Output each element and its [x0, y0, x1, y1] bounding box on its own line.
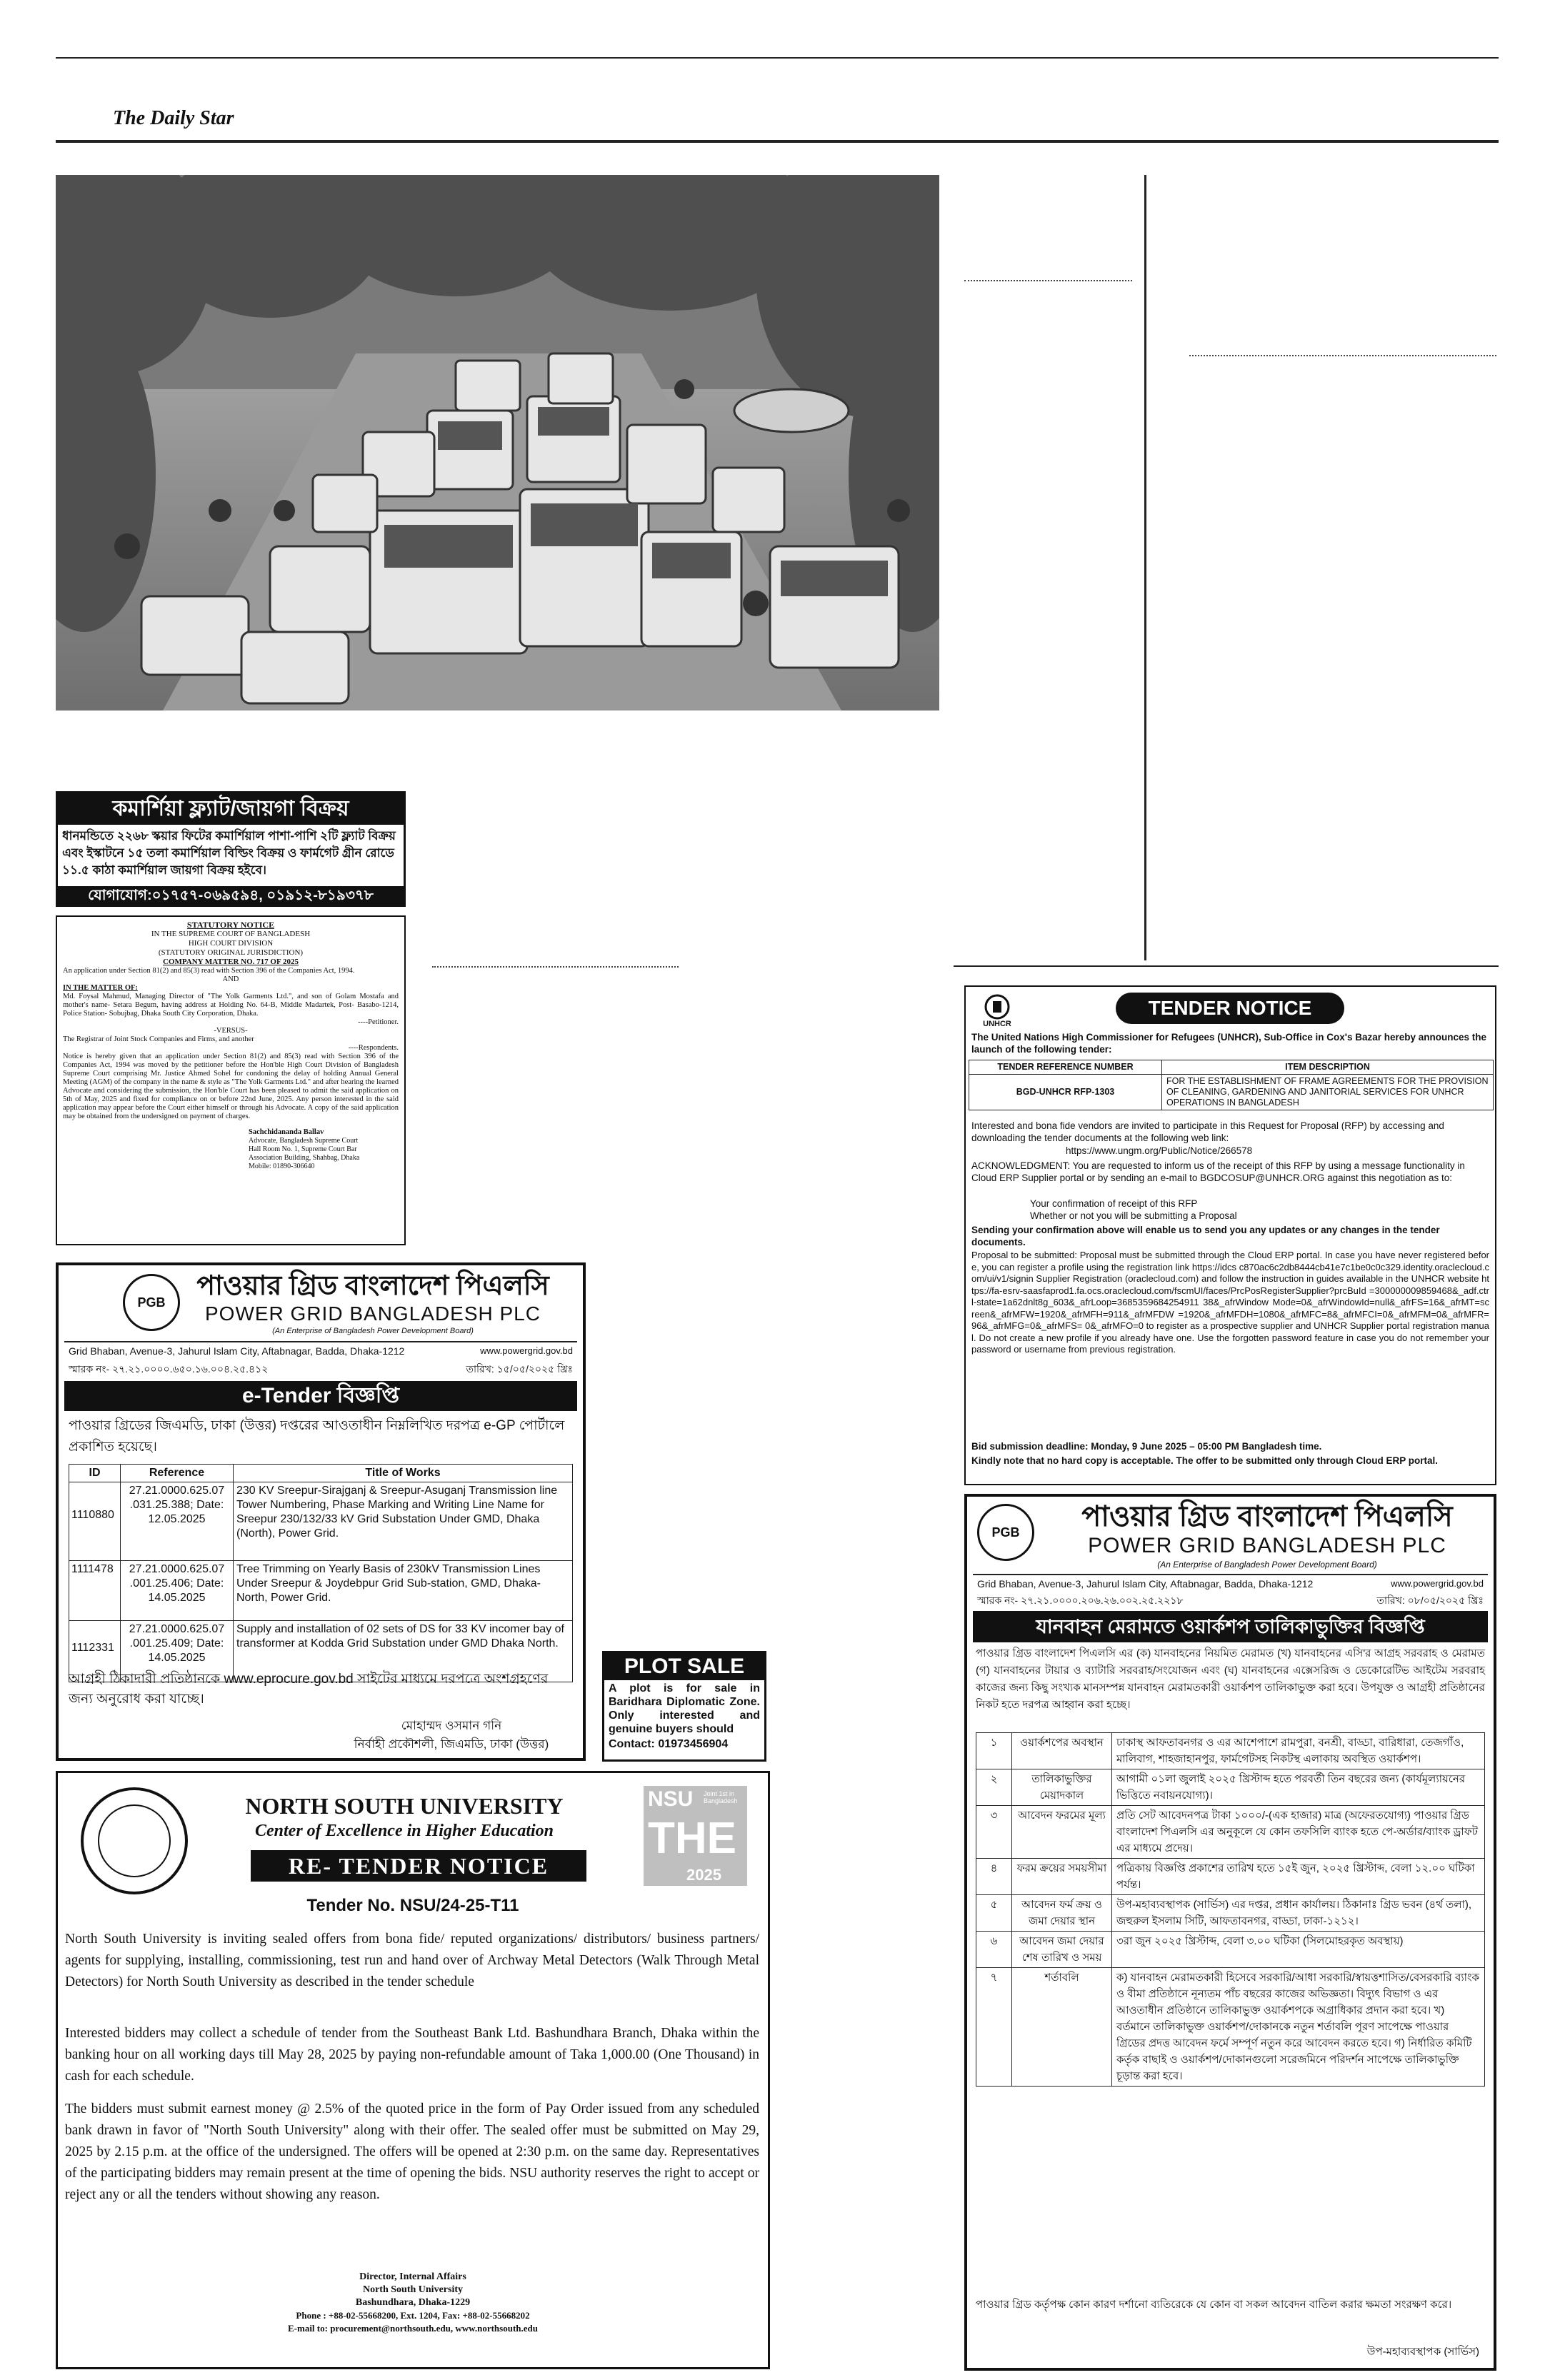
- pgb2-row-no: ৬: [976, 1932, 1012, 1968]
- unhcr-table: [969, 1060, 1494, 1110]
- statutory-court: IN THE SUPREME COURT OF BANGLADESH: [151, 930, 311, 938]
- unhcr-note: Kindly note that no hard copy is acceptable. The offer to be submitted only through Cloud ERP portal.: [971, 1455, 1439, 1466]
- plot-title: PLOT SALE: [604, 1653, 764, 1680]
- nsu-badge-year: 2025: [686, 1866, 721, 1884]
- statutory-sig-l3: Association Building, Shahbag, Dhaka: [249, 1154, 360, 1162]
- pgb2-memo: স্মারক নং- ২৭.২১.০০০০.২০৬.২৬.০০২.২৫.২২১৮: [977, 1595, 1184, 1606]
- statutory-intro: An application under Section 81(2) and 85(3) read with Section 396 of the Companies Act, 1994.: [63, 967, 355, 975]
- pgb-name-en: POWER GRID BANGLADESH PLC: [205, 1302, 541, 1325]
- table-row: [976, 1769, 1485, 1806]
- table-row: [976, 1859, 1485, 1895]
- pgb-etender-notice: [56, 1262, 586, 1761]
- column-dash-2: [1189, 355, 1496, 356]
- pgb-footer: আগ্রহী ঠিকাদারী প্রতিষ্ঠানকে www.eprocure.gov.bd সাইটের মাধ্যমে দরপত্রে অংশগ্রহণের জন্য অনুরোধ করা যাচ্ছে।: [69, 1672, 549, 1707]
- nsu-tender-notice: [56, 1771, 770, 2369]
- pgb-workshop-notice: [964, 1494, 1496, 2371]
- masthead-rule: [56, 140, 1499, 143]
- column-divider: [1144, 175, 1146, 960]
- statutory-signature: [249, 1128, 399, 1171]
- pgb-memo: স্মারক নং- ২৭.২১.০০০০.৬৫০.১৬.০০৪.২৫.৪১২: [69, 1363, 269, 1375]
- pgb-table: [69, 1464, 573, 1682]
- nsu-badge-the: THE: [648, 1814, 736, 1863]
- statutory-division: HIGH COURT DIVISION: [188, 939, 274, 948]
- plot-body: A plot is for sale in Baridhara Diplomatic Zone. Only interested and genuine buyers should: [609, 1682, 760, 1735]
- pgb2-signature: উপ-মহাব্যবস্থাপক (সার্ভিস): [1366, 2346, 1479, 2358]
- right-section-rule: [954, 965, 1499, 967]
- statutory-petitioner: ----Petitioner.: [358, 1018, 399, 1026]
- masthead: The Daily Star: [113, 107, 234, 129]
- unhcr-logo-icon: [976, 991, 1019, 1034]
- unhcr-tender-notice: [964, 985, 1496, 1485]
- nsu-para-1: North South University is inviting sealed offers from bona fide/ reputed organizations/ distributors/ business partners/ agents for supplying, installing, commissioning, test run and hand over of Archway Metal Detectors (Walk Through Metal Detectors) for North South University as described in the tender schedule: [65, 1932, 759, 1989]
- unhcr-link[interactable]: https://www.ungm.org/Public/Notice/266578: [1066, 1145, 1253, 1156]
- pgb2-row-value: প্রতি সেট আবেদনপত্র টাকা ১০০০/-(এক হাজার) মাত্র (অফেরতযোগ্য) পাওয়ার গ্রিড বাংলাদেশ পিএলসি এর অনুকূলে যে কোন তফসিলি ব্যাংক হতে পে-অর্ডার/ব্যাংক ড্রাফট এর মাধ্যমে প্রদেয়।: [1112, 1806, 1485, 1859]
- pgb2-name-en: POWER GRID BANGLADESH PLC: [1088, 1534, 1446, 1557]
- table-row: [976, 1806, 1485, 1859]
- unhcr-col-ref: TENDER REFERENCE NUMBER: [969, 1060, 1162, 1075]
- pgb-header-rule: [64, 1341, 577, 1342]
- pgb2-row-no: ১: [976, 1733, 1012, 1769]
- pgb-row-ref: 27.21.0000.625.07 .001.25.409; Date: 14.05.2025: [121, 1621, 234, 1682]
- pgb2-row-value: ক) যানবাহন মেরামতকারী হিসেবে সরকারি/আধা সরকারি/স্বায়ত্তশাসিত/বেসরকারি ব্যাংক ও বীমা প্রতিষ্ঠানে নূন্যতম পাঁচ বছরের কাজের অভিজ্ঞতা। বিদ্যুৎ বিভাগ ও এর আওতাধীন প্রতিষ্ঠানে তালিকাভুক্ত ওয়ার্কশপকে অগ্রাধিকার প্রদান করা হবে। খ) বর্তমানে তালিকাভুক্ত ওয়ার্কশপ/দোকানকে নতুন শর্তাবলি পূরণ সাপেক্ষে পাওয়ার গ্রিডের প্রদত্ত আবেদন ফর্মে সম্পূর্ণ নতুন করে আবেদন করতে হবে। গ) নির্ধারিত কমিটি কর্তৃক বাছাই ও ওয়ার্কশপ/দোকানগুলো সরেজমিনে পরিদর্শন সাপেক্ষে তালিকাভুক্তি চূড়ান্ত করা হবে।: [1112, 1968, 1485, 2087]
- pgb2-row-no: ৫: [976, 1895, 1012, 1932]
- pgb2-logo-text: PGB: [991, 1525, 1020, 1540]
- nsu-para-2: Interested bidders may collect a schedule of tender from the Southeast Bank Ltd. Bashundhara Branch, Dhaka within the banking hour on all working days till May 28, 2025 by paying non-refundable amount of Taka 1,000.00 (One Thousand) in cash for each schedule.: [65, 2026, 759, 2084]
- nsu-badge-joint: Joint 1st in Bangladesh: [704, 1790, 738, 1804]
- unhcr-title: TENDER NOTICE: [1116, 993, 1344, 1024]
- unhcr-ack: ACKNOWLEDGMENT: You are requested to inform us of the receipt of this RFP by using a message functionality in Cloud ERP Supplier portal or by sending an e-mail to BGDCOSUP@UNHCR.ORG against this negotiation as to:: [971, 1160, 1465, 1183]
- pgb2-row-no: ৩: [976, 1806, 1012, 1859]
- plot-sale-ad: [602, 1651, 766, 1762]
- pgb-row-id: 1110880: [69, 1482, 121, 1561]
- pgb-row-ref: 27.21.0000.625.07 .031.25.388; Date: 12.05.2025: [121, 1482, 234, 1561]
- table-row: [969, 1075, 1494, 1110]
- nsu-badge-top: NSU: [648, 1787, 694, 1811]
- pgb2-table: [976, 1732, 1485, 2087]
- pgb-address: Grid Bhaban, Avenue-3, Jahurul Islam City, Aftabnagar, Badda, Dhaka-1212: [69, 1345, 405, 1357]
- pgb2-row-value: পত্রিকায় বিজ্ঞপ্তি প্রকাশের তারিখ হতে ১৫ই জুন, ২০২৫ খ্রিস্টাব্দ, বেলা ১২.০০ ঘটিকা পর্যন্ত।: [1112, 1859, 1485, 1895]
- pgb2-row-label: আবেদন ফর্ম ক্রয় ও জমা দেয়ার স্থান: [1012, 1895, 1112, 1932]
- traffic-photo: [56, 175, 939, 711]
- unhcr-proposal: Proposal to be submitted: Proposal must be submitted through the Cloud ERP portal. In case you have never registered before, you can register a profile using the registration link https://idcs c870ac6c2db8444cb41e7c1be0c0c329.identity.oraclecloud.com/ui/v1/signin Supplier Registration (oraclecloud.com) and follow the instruction in guides available in the UNHCR website https://fa-esrv-saasfaprod1.fa.ocs.oraclecloud.com/fscmUI/faces/PrcPosRegisterSupplier?prcBuId =300000009859468&_adf.ctrl-state=1a62dnlt8g_603&_afrLoop=3685359684254911 38&_afrWindow Mode=0&_afrWindowId=null&_afrFS=16&_afrMT=screen&_afrMFW=1920&_afrMFH=911&_afrMFDW =1920&_afrMFDH=1080&_afrMFC=8&_afrMFCI=0&_afrMFM=0&_afrMFR=96&_afrMFG=0&_afrMFS= 0&_afrMFO=0 to register as a prospective supplier and UNHCR Supplier portal registration manual. Do not create a new profile if you already have one. Use the forgotten password feature in case you do not remember your password or username from previous registration.: [971, 1250, 1489, 1355]
- statutory-and: AND: [222, 975, 239, 983]
- nsu-motto: Center of Excellence in Higher Education: [255, 1822, 554, 1840]
- statutory-matter: IN THE MATTER OF:: [63, 984, 138, 992]
- pgb2-header-rule: [973, 1574, 1488, 1575]
- statutory-respondents: ----Respondents.: [348, 1044, 399, 1052]
- pgb-col-title: Title of Works: [234, 1465, 573, 1482]
- pgb-row-title: Tree Trimming on Yearly Basis of 230kV Transmission Lines Under Sreepur & Joydebpur Grid Sub-station, GMD, Dhaka-North, Power Grid.: [234, 1561, 573, 1621]
- pgb2-row-value: উপ-মহাব্যবস্থাপক (সার্ভিস) এর দপ্তর, প্রধান কার্যালয়। ঠিকানাঃ গ্রিড ভবন (৪র্থ তলা), জহুরুল ইসলাম সিটি, আফতাবনগর, বাড্ডা, ঢাকা-১২১২।: [1112, 1895, 1485, 1932]
- nsu-tender-no: Tender No. NSU/24-25-T11: [306, 1896, 519, 1915]
- pgb-intro: পাওয়ার গ্রিডের জিএমডি, ঢাকা (উত্তর) দপ্তরের আওতাধীন নিম্নলিখিত দরপত্র e-GP পোর্টালে প্রকাশিত হয়েছে।: [69, 1418, 565, 1455]
- pgb2-date: তারিখ: ০৮/০৫/২০২৫ খ্রিঃ: [1376, 1595, 1484, 1606]
- pgb-sig-name: মোহাম্মদ ওসমান গনি: [401, 1719, 502, 1732]
- commercial-body: ধানমন্ডিতে ২২৬৮ স্কয়ার ফিটের কমার্শিয়াল পাশা-পাশি ২টি ফ্ল্যাট বিক্রয় এবং ইস্কাটনে ১৫ তলা কমার্শিয়াল বিল্ডিং বিক্রয় ও ফার্মগেট গ্রীন রোডে ১১.৫ কাঠা কমার্শিয়াল জায়গা বিক্রয় হইবে।: [62, 829, 396, 877]
- statutory-title: STATUTORY NOTICE: [186, 920, 275, 930]
- pgb-row-title: 230 KV Sreepur-Sirajganj & Sreepur-Asuganj Transmission line Tower Numbering, Phase Marking and Writing Line Name for Sreepur 230/132/33 kV Grid Substation Under GMD, Dhaka (North), Power Grid.: [234, 1482, 573, 1561]
- pgb2-row-label: আবেদন জমা দেয়ার শেষ তারিখ ও সময়: [1012, 1932, 1112, 1968]
- commercial-title: কমার্শিয়া ফ্ল্যাট/জায়গা বিক্রয়: [58, 793, 404, 825]
- nsu-banner: RE- TENDER NOTICE: [251, 1850, 586, 1882]
- pgb-sig-title: নির্বাহী প্রকৌশলী, জিএমডি, ঢাকা (উত্তর): [354, 1737, 549, 1751]
- pgb2-address: Grid Bhaban, Avenue-3, Jahurul Islam City, Aftabnagar, Badda, Dhaka-1212: [977, 1578, 1314, 1590]
- unhcr-intro: The United Nations High Commissioner for Refugees (UNHCR), Sub-Office in Cox's Bazar hereby announces the launch of the following tender:: [971, 1032, 1487, 1055]
- pgb2-footer: পাওয়ার গ্রিড কর্তৃপক্ষ কোন কারণ দর্শানো ব্যতিরেকে যে কোন বা সকল আবেদন বাতিল করার ক্ষমতা সংরক্ষণ করে।: [976, 2299, 1452, 2311]
- statutory-matter-no: COMPANY MATTER NO. 717 OF 2025: [162, 958, 299, 966]
- pgb2-row-no: ৭: [976, 1968, 1012, 2087]
- pgb2-row-label: আবেদন ফরমের মূল্য: [1012, 1806, 1112, 1859]
- pgb2-banner: যানবাহন মেরামতে ওয়ার্কশপ তালিকাভুক্তির বিজ্ঞপ্তি: [973, 1611, 1488, 1642]
- pgb2-row-label: শর্তাবলি: [1012, 1968, 1112, 2087]
- nsu-sig-2: North South University: [362, 2284, 463, 2295]
- pgb2-row-label: ওয়ার্কশপের অবস্থান: [1012, 1733, 1112, 1769]
- nsu-sig-4: Phone : +88-02-55668200, Ext. 1204, Fax: +88-02-55668202: [296, 2310, 530, 2321]
- column-dash-1: [964, 280, 1132, 281]
- nsu-seal-inner: [98, 1804, 171, 1877]
- statutory-sig-l2: Hall Room No. 1, Supreme Court Bar: [249, 1145, 357, 1153]
- pgb2-web: www.powergrid.gov.bd: [1391, 1578, 1484, 1589]
- unhcr-deadline: Bid submission deadline: Monday, 9 June 2025 – 05:00 PM Bangladesh time.: [971, 1441, 1322, 1452]
- traffic-photo-graphic: [56, 175, 939, 711]
- nsu-seal-icon: [81, 1787, 188, 1894]
- commercial-ad: [56, 791, 406, 907]
- statutory-body: Notice is hereby given that an application under Section 81(2) and 85(3) read with Section 396 of the Companies Act, 1994 was moved by the petitioner before the Hon'ble High Court Division of Bangladesh Supreme Court comprising Mr. Justice Ahmed Sohel for condoning the delay of holding Annual General Meeting (AGM) of the company in the name & style as "The Yolk Garments Ltd." and after hearing the learned Advocate and considering the submission, the Hon'ble Court has been pleased to admit the said application on 5th of May, 2025 and fixed for compliance on or before 22nd June, 2025. Any person interested in the said application may appear before the Court either himself or through his Advocate. A copy of the said application may be obtained from the undersigned on payment of charges.: [63, 1053, 399, 1120]
- unhcr-logo-text: UNHCR: [983, 1020, 1011, 1028]
- statutory-respondent: The Registrar of Joint Stock Companies and Firms, and another: [63, 1035, 254, 1043]
- pgb-logo-icon: [123, 1274, 180, 1331]
- statutory-sig-name: Sachchidananda Ballav: [249, 1128, 324, 1136]
- pgb-web: www.powergrid.gov.bd: [480, 1345, 573, 1356]
- statutory-versus: -VERSUS-: [214, 1027, 248, 1035]
- statutory-jurisdiction: (STATUTORY ORIGINAL JURISDICTION): [158, 948, 304, 957]
- pgb2-row-no: ৪: [976, 1859, 1012, 1895]
- column-dash-3: [432, 966, 679, 968]
- pgb2-row-label: ফরম ক্রয়ের সময়সীমা: [1012, 1859, 1112, 1895]
- unhcr-confirmation: Sending your confirmation above will enable us to send you any updates or any changes in the tender documents.: [971, 1225, 1440, 1247]
- pgb-name-bn: পাওয়ার গ্রিড বাংলাদেশ পিএলসি: [196, 1271, 549, 1301]
- table-row: [976, 1895, 1485, 1932]
- unhcr-desc: FOR THE ESTABLISHMENT OF FRAME AGREEMENTS FOR THE PROVISION OF CLEANING, GARDENING AND JANITORIAL SERVICES FOR UNHCR OPERATIONS IN BANGLADESH: [1162, 1075, 1494, 1110]
- pgb2-logo-icon: [977, 1504, 1034, 1561]
- pgb2-row-value: ঢাকাস্থ আফতাবনগর ও এর আশেপাশে রামপুরা, বনশ্রী, বাড্ডা, বারিধারা, তেজগাঁও, মালিবাগ, শাহজাহানপুর, ফার্মগেটসহ নিকটস্থ এলাকায় অবস্থিত ওয়ার্কশপ।: [1112, 1733, 1485, 1769]
- plot-contact: Contact: 01973456904: [609, 1738, 729, 1750]
- pgb-tagline: (An Enterprise of Bangladesh Power Development Board): [272, 1327, 474, 1335]
- pgb2-row-no: ২: [976, 1769, 1012, 1806]
- unhcr-col-desc: ITEM DESCRIPTION: [1162, 1060, 1494, 1075]
- table-row: [976, 1932, 1485, 1968]
- statutory-notice: [56, 915, 406, 1245]
- statutory-party: Md. Foysal Mahmud, Managing Director of "The Yolk Garments Ltd.", and son of Golam Mostafa and mother's name- Setara Begum, having address at Holding No. 64-B, Middle Madartek, Post- Basabo-1214, Police Station- Sobujbag, Dhaka South City Corporation, Dhaka.: [63, 993, 399, 1018]
- table-row: [69, 1561, 573, 1621]
- pgb2-row-value: ৩রা জুন ২০২৫ খ্রিস্টাব্দ, বেলা ৩.০০ ঘটিকা (সিলমোহরকৃত অবস্থায়): [1112, 1932, 1485, 1968]
- pgb-row-id: 1111478: [69, 1561, 121, 1621]
- nsu-ranking-badge: [644, 1786, 747, 1886]
- table-row: [976, 1968, 1485, 2087]
- pgb-row-title: Supply and installation of 02 sets of DS for 33 KV incomer bay of transformer at Kodda Grid Substation under GMD Dhaka North.: [234, 1621, 573, 1682]
- unhcr-bullet-2: Whether or not you will be submitting a Proposal: [1030, 1210, 1237, 1221]
- nsu-sig-3: Bashundhara, Dhaka-1229: [355, 2297, 471, 2308]
- statutory-sig-l1: Advocate, Bangladesh Supreme Court: [249, 1137, 359, 1145]
- pgb-col-ref: Reference: [121, 1465, 234, 1482]
- unhcr-ref: BGD-UNHCR RFP-1303: [969, 1075, 1162, 1110]
- pgb2-row-value: আগামী ০১লা জুলাই ২০২৫ খ্রিস্টাব্দ হতে পরবর্তী তিন বছরের জন্য (কার্যমূল্যায়নের ভিত্তিতে নবায়নযোগ্য)।: [1112, 1769, 1485, 1806]
- pgb-logo-text: PGB: [137, 1295, 166, 1310]
- pgb-row-ref: 27.21.0000.625.07 .001.25.406; Date: 14.05.2025: [121, 1561, 234, 1621]
- table-row: [69, 1482, 573, 1561]
- commercial-contact: যোগাযোগ:০১৭৫৭-০৬৯৫৯৪, ০১৯১২-৮১৯৩৭৮: [58, 886, 404, 905]
- pgb2-name-bn: পাওয়ার গ্রিড বাংলাদেশ পিএলসি: [1081, 1501, 1453, 1532]
- pgb2-row-label: তালিকাভুক্তির মেয়াদকাল: [1012, 1769, 1112, 1806]
- nsu-sig-1: Director, Internal Affairs: [359, 2271, 466, 2282]
- pgb2-tagline: (An Enterprise of Bangladesh Power Development Board): [1157, 1560, 1377, 1570]
- table-row: [976, 1733, 1485, 1769]
- nsu-name: NORTH SOUTH UNIVERSITY: [245, 1793, 564, 1819]
- nsu-para-3: The bidders must submit earnest money @ 2.5% of the quoted price in the form of Pay Order issued from any scheduled bank drawn in favor of "North South University" along with their offer. The sealed offer must be submitted on May 29, 2025 by 2.15 p.m. at the office of the undersigned. The offers will be opened at 2:30 p.m. on the same day. Representatives of the participating bidders may remain present at the time of opening the bids. NSU authority reserves the right to accept or reject any or all the tenders without showing any reason.: [65, 2102, 759, 2202]
- unhcr-bullet-1: Your confirmation of receipt of this RFP: [1030, 1198, 1198, 1209]
- pgb-date: তারিখ: ১৫/০৫/২০২৫ খ্রিঃ: [466, 1363, 573, 1375]
- pgb-banner: e-Tender বিজ্ঞপ্তি: [64, 1381, 577, 1411]
- pgb2-intro: পাওয়ার গ্রিড বাংলাদেশ পিএলসি এর (ক) যানবাহনের নিয়মিত মেরামত (খ) যানবাহনের এসি'র আগ্রহ সরবরাহ ও মেরামত (গ) যানবাহনের টায়ার ও ব্যাটারি সরবরাহ/সংযোজন এবং (ঘ) যানবাহনের এক্সেসরিজ ও ডেকোরেটিভ আইটেম সরবরাহ কাজের জন্য কিছু সংখ্যক মানসম্পন্ন যানবাহন মেরামতকারী ওয়ার্কশপ তালিকাভুক্ত করা হবে। উপযুক্ত ও আগ্রহী প্রতিষ্ঠানের নিকট হতে দরপত্র আহ্বান করা হচ্ছে।: [976, 1647, 1485, 1711]
- statutory-sig-l4: Mobile: 01890-306640: [249, 1163, 315, 1170]
- pgb-col-id: ID: [69, 1465, 121, 1482]
- nsu-sig-5: E-mail to: procurement@northsouth.edu, www.northsouth.edu: [287, 2323, 538, 2334]
- pgb-row-id: 1112331: [69, 1621, 121, 1682]
- unhcr-para-1: Interested and bona fide vendors are invited to participate in this Request for Proposal (RFP) by accessing and downloading the tender documents at the following web link:: [971, 1120, 1444, 1143]
- top-rule: [56, 57, 1499, 59]
